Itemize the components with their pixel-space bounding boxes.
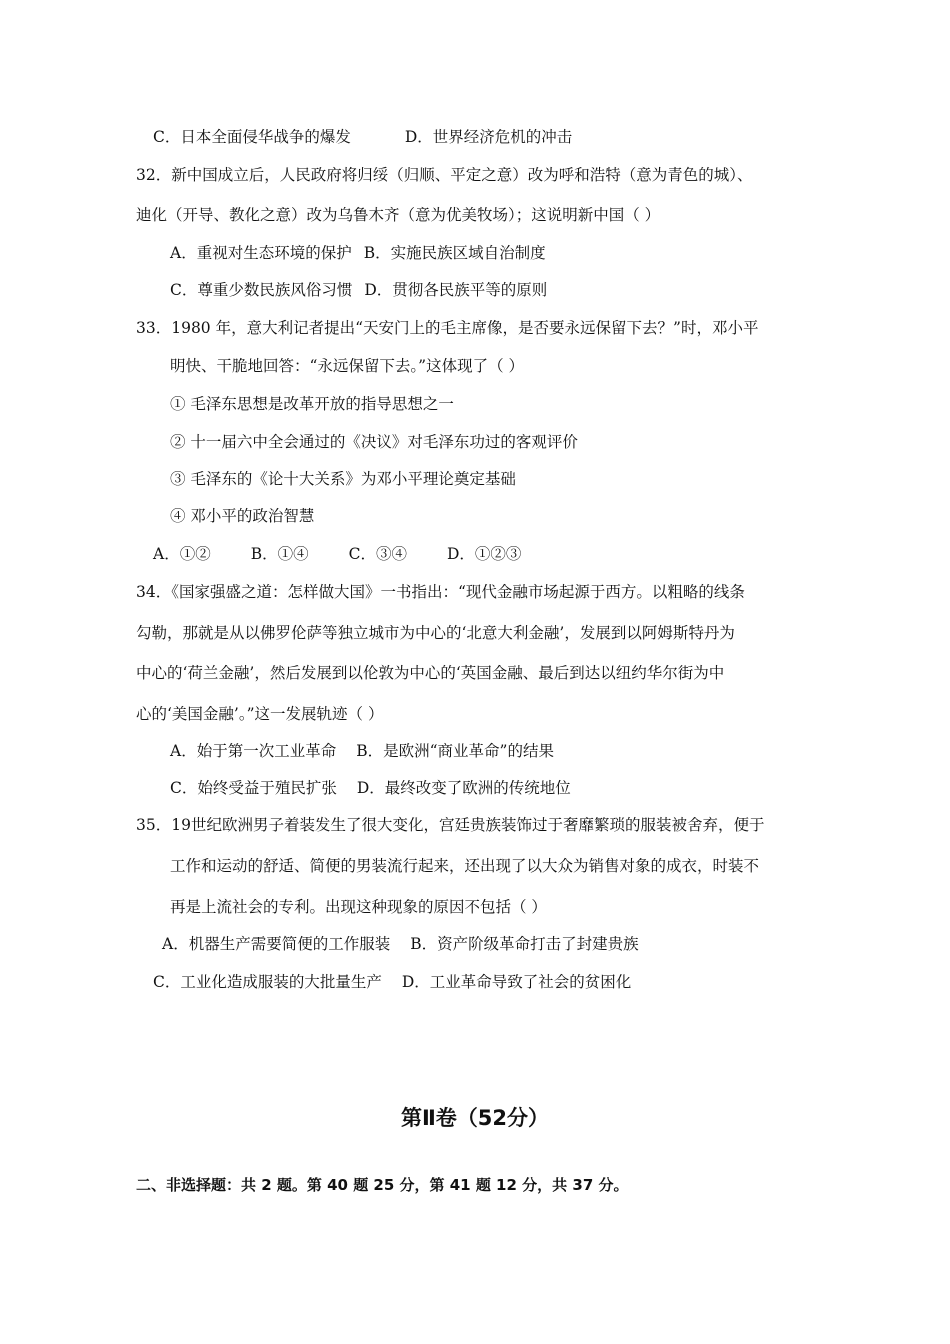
q35-option-d: D．工业革命导致了社会的贫困化 xyxy=(401,973,632,991)
q34-option-d: D．最终改变了欧洲的传统地位 xyxy=(356,779,571,797)
q35-options-cd xyxy=(153,972,631,992)
q33-option-b: B．①④ xyxy=(250,545,309,563)
q33-item-4: ④ 邓小平的政治智慧 xyxy=(170,507,315,525)
q35-stem-line1: 35．19世纪欧洲男子着装发生了很大变化，宫廷贵族装饰过于奢靡繁琐的服装被舍弃，便于 xyxy=(136,816,765,834)
q33-item-2: ② 十一届六中全会通过的《决议》对毛泽东功过的客观评价 xyxy=(170,433,578,451)
q35-option-a: A．机器生产需要简便的工作服装 xyxy=(162,935,391,953)
q34-options-cd xyxy=(170,778,571,798)
q34-stem-line3: 中心的‘荷兰金融’，然后发展到以伦敦为中心的‘英国金融、最后到达以纽约华尔街为中 xyxy=(136,664,725,682)
q34-option-a: A．始于第一次工业革命 xyxy=(170,742,337,760)
q33-option-c: C．③④ xyxy=(348,545,407,563)
q32-option-a: A．重视对生态环境的保护 xyxy=(170,244,352,262)
part2-instruction: 二、非选择题：共 2 题。第 40 题 25 分，第 41 题 12 分，共 37 分。 xyxy=(136,1176,629,1194)
q34-options-ab xyxy=(170,741,554,761)
q32-stem-line2: 迪化（开导、教化之意）改为乌鲁木齐（意为优美牧场）；这说明新中国（ ） xyxy=(136,206,661,224)
q35-stem-line3: 再是上流社会的专利。出现这种现象的原因不包括（ ） xyxy=(170,898,547,916)
q33-stem-line2: 明快、干脆地回答：“永远保留下去。”这体现了（ ） xyxy=(170,357,525,375)
q32-option-c: C．尊重少数民族风俗习惯 xyxy=(170,281,353,299)
q33-option-a: A．①② xyxy=(153,545,211,563)
q34-stem-line2: 勾勒，那就是从以佛罗伦萨等独立城市为中心的‘北意大利金融’，发展到以阿姆斯特丹为 xyxy=(136,624,735,642)
q33-options xyxy=(153,544,521,564)
q32-option-d: D．贯彻各民族平等的原则 xyxy=(364,281,548,299)
q32-option-b: B．实施民族区域自治制度 xyxy=(363,244,546,262)
q34-stem-line1: 34．《国家强盛之道：怎样做大国》一书指出：“现代金融市场起源于西方。以粗略的线条 xyxy=(136,583,745,601)
q32-options-cd xyxy=(170,280,547,300)
q31-option-d: D．世界经济危机的冲击 xyxy=(404,128,573,146)
q31-option-c: C．日本全面侵华战争的爆发 xyxy=(153,128,351,146)
q35-options-ab xyxy=(162,934,639,954)
q35-option-c: C．工业化造成服装的大批量生产 xyxy=(153,973,382,991)
q34-option-b: B．是欧洲“商业革命”的结果 xyxy=(356,742,554,760)
q31-options-cd xyxy=(153,127,572,147)
q35-stem-line2: 工作和运动的舒适、简便的男装流行起来，还出现了以大众为销售对象的成衣，时装不 xyxy=(170,857,760,875)
q34-option-c: C．始终受益于殖民扩张 xyxy=(170,779,337,797)
q33-item-1: ① 毛泽东思想是改革开放的指导思想之一 xyxy=(170,395,454,413)
q33-stem-line1: 33．1980 年，意大利记者提出“天安门上的毛主席像，是否要永远保留下去？”时，邓小平 xyxy=(136,319,759,337)
q32-options-ab xyxy=(170,243,546,263)
q35-option-b: B．资产阶级革命打击了封建贵族 xyxy=(410,935,639,953)
part2-title: 第Ⅱ卷（52分） xyxy=(400,1106,550,1130)
q33-item-3: ③ 毛泽东的《论十大关系》为邓小平理论奠定基础 xyxy=(170,470,516,488)
q33-option-d: D．①②③ xyxy=(446,545,522,563)
q34-stem-line4: 心的‘美国金融’。”这一发展轨迹（ ） xyxy=(136,705,384,723)
q32-stem-line1: 32．新中国成立后，人民政府将归绥（归顺、平定之意）改为呼和浩特（意为青色的城）、 xyxy=(136,166,753,184)
